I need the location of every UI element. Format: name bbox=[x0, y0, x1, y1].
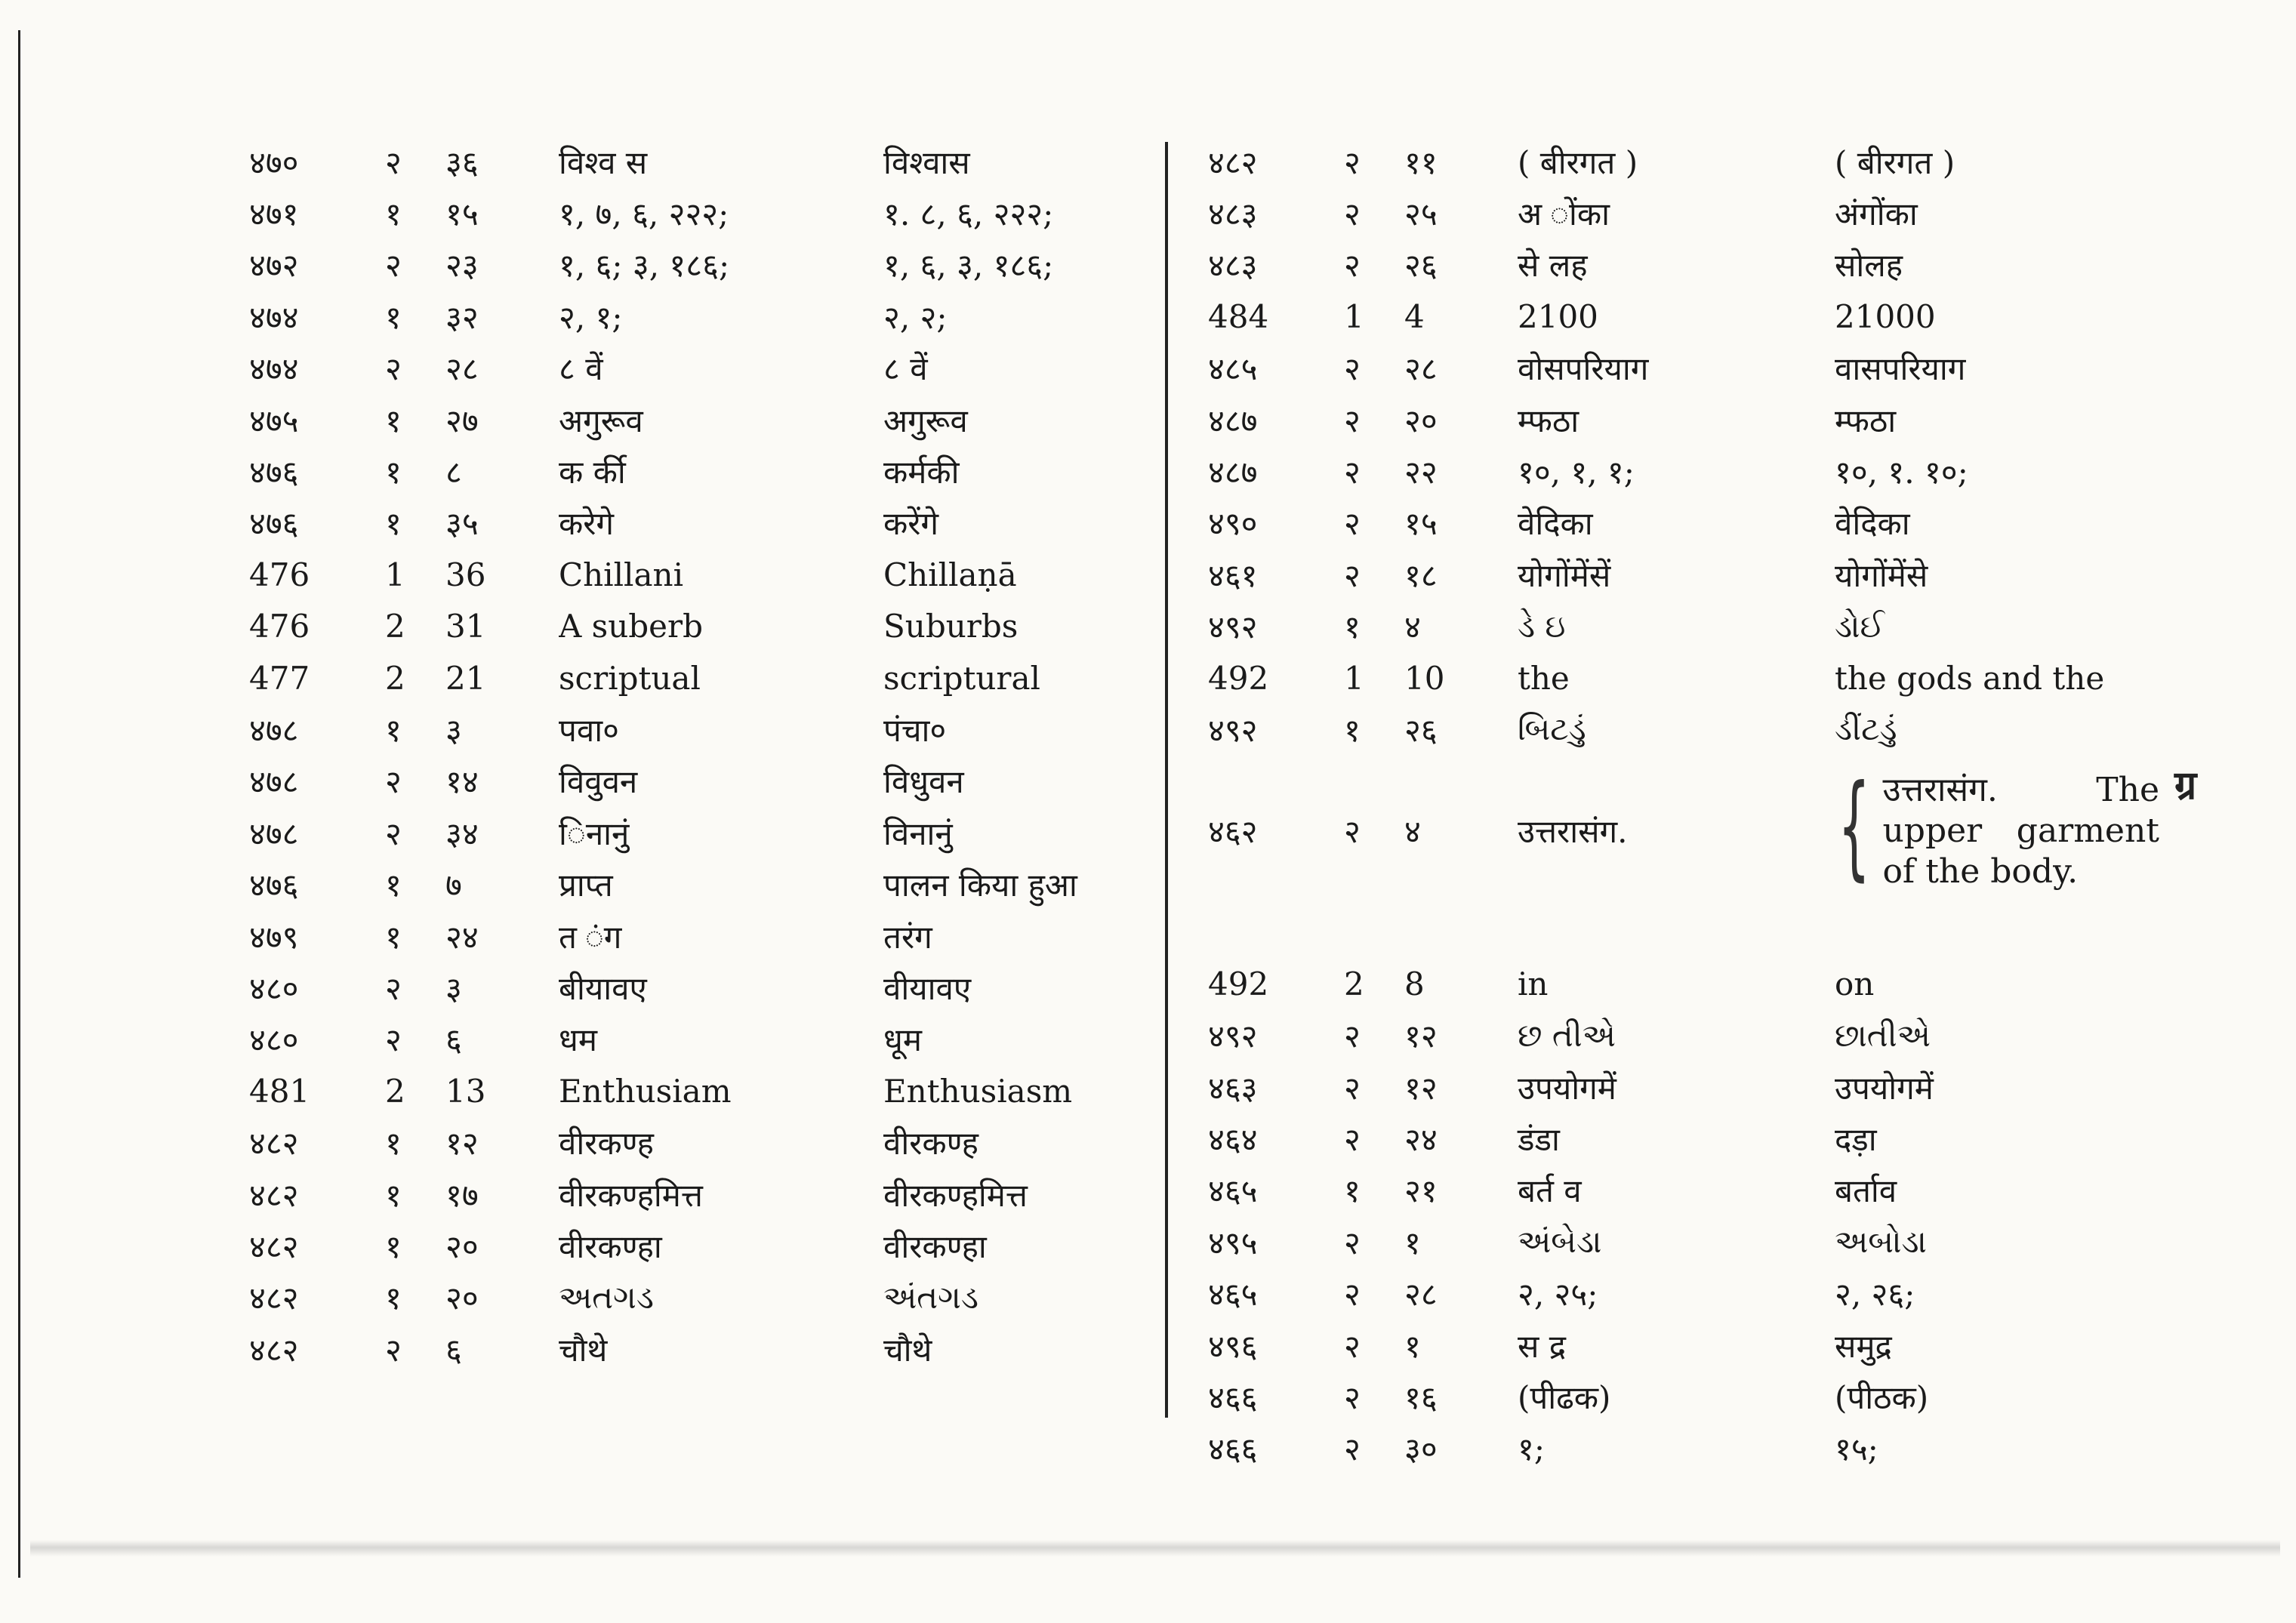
incorrect-text-cell: ડે ઇ bbox=[1518, 607, 1566, 645]
column-number-cell: १ bbox=[1344, 608, 1361, 646]
column-number-cell: २ bbox=[385, 815, 402, 852]
line-number-cell: २० bbox=[1404, 402, 1438, 439]
column-number-cell: २ bbox=[385, 1331, 402, 1369]
correct-text-cell: चौथे bbox=[883, 1331, 932, 1369]
column-number-cell: १ bbox=[385, 454, 402, 491]
note-text: उत्तरासंग. The upper garment of the body. bbox=[1882, 770, 2159, 891]
line-number-cell: १ bbox=[1404, 1224, 1421, 1261]
page-number-cell: ४७६ bbox=[249, 454, 299, 491]
incorrect-text-cell: Chillani bbox=[559, 556, 684, 593]
correct-text-cell: 21000 bbox=[1835, 297, 1936, 335]
incorrect-text-cell: in bbox=[1518, 965, 1549, 1002]
incorrect-text-cell: से लह bbox=[1518, 247, 1588, 285]
page-number-cell: ४९० bbox=[1208, 505, 1258, 543]
incorrect-text-cell: ८ वें bbox=[559, 350, 603, 388]
incorrect-text-cell bbox=[1518, 907, 1835, 958]
page-number-cell: ४७४ bbox=[249, 350, 299, 388]
page-number-cell: ४७१ bbox=[249, 196, 299, 233]
page-number-cell: ४६६ bbox=[1208, 1431, 1258, 1468]
errata-row bbox=[249, 291, 1155, 342]
page-number-cell: ४८३ bbox=[1208, 247, 1258, 285]
line-number-cell: 13 bbox=[445, 1072, 486, 1110]
column-number-cell: २ bbox=[1344, 1018, 1361, 1055]
correct-text-cell: scriptural bbox=[883, 659, 1040, 697]
incorrect-text-cell: अगुरूव bbox=[559, 402, 643, 439]
line-number-cell: २० bbox=[445, 1280, 479, 1317]
correct-text-cell: म्फठा bbox=[1835, 402, 1897, 439]
incorrect-text-cell: છ તીએ bbox=[1518, 1016, 1616, 1054]
incorrect-text-cell: અંબેડા bbox=[1518, 1223, 1602, 1261]
errata-row bbox=[1208, 652, 2159, 704]
line-number-cell: 8 bbox=[1404, 965, 1425, 1002]
incorrect-text-cell: Enthusiam bbox=[559, 1072, 732, 1110]
column-divider bbox=[1165, 142, 1168, 1418]
column-number-cell: २ bbox=[1344, 1276, 1361, 1313]
column-number-cell: २ bbox=[385, 1021, 402, 1059]
errata-row bbox=[1208, 187, 2159, 239]
correct-text-cell: करेंगे bbox=[883, 505, 939, 543]
column-number-cell: २ bbox=[385, 350, 402, 388]
line-number-cell: २४ bbox=[445, 918, 479, 956]
errata-row bbox=[249, 239, 1155, 291]
column-number-cell: १ bbox=[385, 918, 402, 956]
errata-row bbox=[1208, 1371, 2159, 1422]
column-number-cell: २ bbox=[1344, 1327, 1361, 1365]
incorrect-text-cell: A suberb bbox=[559, 608, 703, 645]
column-number-cell: २ bbox=[1344, 247, 1361, 285]
line-number-cell: ३६ bbox=[445, 143, 479, 181]
correct-text-cell: અંતગડ bbox=[883, 1278, 978, 1316]
line-number-cell: २७ bbox=[445, 402, 479, 439]
line-number-cell: ८ bbox=[445, 454, 462, 491]
correct-text-cell: वीरकण्ह bbox=[883, 1125, 978, 1163]
page-number-cell: ४८२ bbox=[249, 1331, 299, 1369]
correct-text-cell: છાતીએ bbox=[1835, 1016, 1931, 1054]
page-number-cell: ४८३ bbox=[1208, 196, 1258, 233]
errata-row bbox=[249, 445, 1155, 497]
incorrect-text-cell: उपयोगमें bbox=[1518, 1069, 1616, 1107]
line-number-cell: १२ bbox=[1404, 1069, 1438, 1107]
correct-text-cell: वासपरियाग bbox=[1835, 350, 1966, 388]
page-number-cell: 481 bbox=[249, 1072, 310, 1110]
page-number-cell: ४६२ bbox=[1208, 813, 1258, 851]
correct-text-cell: १०, १. १०; bbox=[1835, 454, 1968, 491]
correct-text-cell: the gods and the bbox=[1835, 659, 2105, 697]
correct-text-cell: अगुरूव bbox=[883, 402, 968, 439]
page-number-cell: 476 bbox=[249, 608, 310, 645]
line-number-cell bbox=[1404, 907, 1518, 958]
page-number-cell: ४६४ bbox=[1208, 1120, 1258, 1158]
page-number-cell: ४८७ bbox=[1208, 402, 1258, 439]
page-number-cell: ४७० bbox=[249, 143, 299, 181]
line-number-cell: २१ bbox=[1404, 1172, 1438, 1210]
incorrect-text-cell: वोसपरियाग bbox=[1518, 350, 1649, 388]
correct-text-cell: तरंग bbox=[883, 918, 932, 956]
errata-row bbox=[1208, 239, 2159, 291]
line-number-cell: ३५ bbox=[445, 505, 479, 543]
correct-text-cell: विनानुं bbox=[883, 815, 953, 852]
errata-row bbox=[249, 1014, 1155, 1065]
column-number-cell: 1 bbox=[385, 556, 405, 593]
errata-row bbox=[1208, 1061, 2159, 1113]
correct-text-cell: विश्वास bbox=[883, 143, 970, 181]
column-number-cell: २ bbox=[385, 143, 402, 181]
line-number-cell: ६ bbox=[445, 1021, 462, 1059]
incorrect-text-cell: scriptual bbox=[559, 659, 701, 697]
correct-text-cell: धूम bbox=[883, 1021, 922, 1059]
page-number-cell: ४७८ bbox=[249, 815, 299, 852]
incorrect-text-cell: ( बीरगत ) bbox=[1518, 143, 1638, 181]
incorrect-text-cell: 2100 bbox=[1518, 297, 1598, 335]
incorrect-text-cell: क र्की bbox=[559, 454, 626, 491]
page-number-cell: ४८७ bbox=[1208, 454, 1258, 491]
correct-text-cell: उपयोगमें bbox=[1835, 1069, 1934, 1107]
incorrect-text-cell: योगोंमेंसें bbox=[1518, 556, 1611, 594]
line-number-cell: २८ bbox=[445, 350, 479, 388]
column-number-cell: १ bbox=[385, 402, 402, 439]
errata-row bbox=[1208, 1165, 2159, 1216]
line-number-cell: २६ bbox=[1404, 247, 1438, 285]
page-number-cell: ४८० bbox=[249, 969, 299, 1007]
correct-text-cell: पालन किया हुआ bbox=[883, 867, 1077, 904]
line-number-cell: २८ bbox=[1404, 350, 1438, 388]
correct-text-cell: on bbox=[1835, 965, 1875, 1002]
correct-text-cell: दड़ा bbox=[1835, 1120, 1877, 1158]
page-number-cell: ४७४ bbox=[249, 298, 299, 336]
line-number-cell: ३२ bbox=[445, 298, 479, 336]
errata-row bbox=[249, 187, 1155, 239]
page-number-cell: 476 bbox=[249, 556, 310, 593]
line-number-cell: ११ bbox=[1404, 143, 1438, 181]
column-number-cell: 2 bbox=[385, 659, 405, 697]
line-number-cell: ४ bbox=[1404, 813, 1421, 851]
page-number-cell: ४८० bbox=[249, 1021, 299, 1059]
page-number-cell: ४८२ bbox=[1208, 143, 1258, 181]
page-number-cell: ४९६ bbox=[1208, 1327, 1258, 1365]
line-number-cell: १५ bbox=[1404, 505, 1438, 543]
column-number-cell: २ bbox=[1344, 556, 1361, 594]
errata-row bbox=[1208, 1267, 2159, 1319]
errata-row bbox=[1208, 445, 2159, 497]
page-number-cell: 492 bbox=[1208, 659, 1269, 697]
errata-row bbox=[249, 549, 1155, 600]
column-number-cell: १ bbox=[385, 711, 402, 749]
page-number-cell: ४८२ bbox=[249, 1280, 299, 1317]
column-number-cell: २ bbox=[1344, 1431, 1361, 1468]
correct-text-cell: वीयावए bbox=[883, 969, 972, 1007]
incorrect-text-cell: उत्तरासंग. bbox=[1518, 813, 1628, 851]
column-number-cell: १ bbox=[385, 1176, 402, 1214]
errata-table-left bbox=[249, 136, 1155, 1375]
column-number-cell: २ bbox=[1344, 1224, 1361, 1261]
column-number-cell: १ bbox=[385, 298, 402, 336]
page-number-cell: ४९२ bbox=[1208, 711, 1258, 749]
line-number-cell: १४ bbox=[445, 763, 479, 801]
errata-row bbox=[249, 910, 1155, 962]
correct-text-cell: Enthusiasm bbox=[883, 1072, 1073, 1110]
correct-text-cell: १, ६, ३, १८६; bbox=[883, 247, 1054, 285]
column-number-cell: २ bbox=[1344, 505, 1361, 543]
incorrect-text-cell: धम bbox=[559, 1021, 597, 1059]
correct-text-cell: १. ८, ६, २२२; bbox=[883, 196, 1054, 233]
correct-text-cell: (पीठक) bbox=[1835, 1378, 1929, 1416]
line-number-cell: १८ bbox=[1404, 556, 1438, 594]
correct-text-cell: २, २६; bbox=[1835, 1276, 1915, 1313]
line-number-cell: ७ bbox=[445, 867, 462, 904]
column-number-cell: २ bbox=[1344, 454, 1361, 491]
line-number-cell: ६ bbox=[445, 1331, 462, 1369]
page-number-cell: ४९२ bbox=[1208, 1018, 1258, 1055]
page-number-cell: ४७८ bbox=[249, 763, 299, 801]
incorrect-text-cell: वीरकण्हा bbox=[559, 1227, 662, 1265]
errata-row bbox=[249, 394, 1155, 445]
errata-row bbox=[1208, 1320, 2159, 1371]
correct-text-cell: वीरकण्हा bbox=[883, 1227, 987, 1265]
line-number-cell: ४ bbox=[1404, 608, 1421, 646]
column-number-cell: २ bbox=[1344, 350, 1361, 388]
correct-text-cell: अंगोंका bbox=[1835, 196, 1918, 233]
incorrect-text-cell: स द्र bbox=[1518, 1327, 1567, 1365]
errata-row bbox=[249, 704, 1155, 755]
line-number-cell: १५ bbox=[445, 196, 479, 233]
page-number-cell: ४७९ bbox=[249, 918, 299, 956]
page-number-cell: ४९२ bbox=[1208, 608, 1258, 646]
correct-text-cell: ८ वें bbox=[883, 350, 928, 388]
column-number-cell: २ bbox=[1344, 1069, 1361, 1107]
line-number-cell: २८ bbox=[1404, 1276, 1438, 1313]
incorrect-text-cell: म्फठा bbox=[1518, 402, 1579, 439]
line-number-cell: 4 bbox=[1404, 297, 1425, 335]
errata-row bbox=[1208, 136, 2159, 187]
column-number-cell bbox=[1344, 907, 1404, 958]
correct-text-cell: विधुवन bbox=[883, 763, 964, 801]
errata-row bbox=[249, 1169, 1155, 1220]
margin-mark: ग्र bbox=[2174, 762, 2197, 808]
page-number-cell: ४६५ bbox=[1208, 1276, 1258, 1313]
errata-row bbox=[249, 652, 1155, 704]
correct-text-cell: ( बीरगत ) bbox=[1835, 143, 1955, 181]
errata-row bbox=[1208, 907, 2159, 958]
incorrect-text-cell: वेदिका bbox=[1518, 505, 1593, 543]
errata-row bbox=[1208, 343, 2159, 394]
incorrect-text-cell: प्राप्त bbox=[559, 867, 613, 904]
incorrect-text-cell: अ ोंका bbox=[1518, 196, 1610, 233]
line-number-cell: ३४ bbox=[445, 815, 479, 852]
page-number-cell: ४८५ bbox=[1208, 350, 1258, 388]
incorrect-text-cell: બિટડું bbox=[1518, 710, 1586, 748]
errata-row bbox=[1208, 549, 2159, 600]
errata-row bbox=[1208, 958, 2159, 1009]
line-number-cell: ३ bbox=[445, 711, 462, 749]
errata-row bbox=[1208, 1216, 2159, 1267]
incorrect-text-cell: त ंग bbox=[559, 918, 622, 956]
brace-icon: { bbox=[1838, 760, 1871, 892]
column-number-cell: १ bbox=[385, 867, 402, 904]
column-number-cell: १ bbox=[385, 196, 402, 233]
correct-text-cell: समुद्र bbox=[1835, 1327, 1892, 1365]
page-number-cell: ४७५ bbox=[249, 402, 299, 439]
column-number-cell: २ bbox=[1344, 143, 1361, 181]
column-number-cell: २ bbox=[385, 969, 402, 1007]
errata-row bbox=[249, 807, 1155, 858]
correct-text-cell: Suburbs bbox=[883, 608, 1019, 645]
line-number-cell: १२ bbox=[1404, 1018, 1438, 1055]
page-number-cell: ४९५ bbox=[1208, 1224, 1258, 1261]
column-number-cell: २ bbox=[385, 763, 402, 801]
column-number-cell: २ bbox=[1344, 1378, 1361, 1416]
page-number-cell bbox=[1208, 907, 1344, 958]
incorrect-text-cell: २, १; bbox=[559, 298, 623, 336]
errata-table-right-body bbox=[1208, 136, 2159, 1474]
line-number-cell: १ bbox=[1404, 1327, 1421, 1365]
line-number-cell: २५ bbox=[1404, 196, 1438, 233]
page-edge-line bbox=[18, 30, 20, 1578]
correct-text-cell bbox=[1835, 907, 2159, 958]
errata-row bbox=[249, 858, 1155, 910]
correct-text-cell: योगोंमेंसे bbox=[1835, 556, 1928, 594]
errata-row bbox=[249, 1116, 1155, 1168]
incorrect-text-cell: १, ६; ३, १८६; bbox=[559, 247, 730, 285]
incorrect-text-cell: बर्त व bbox=[1518, 1172, 1582, 1210]
column-number-cell: 2 bbox=[1344, 965, 1364, 1002]
page-number-cell: ४८२ bbox=[249, 1176, 299, 1214]
errata-row bbox=[1208, 394, 2159, 445]
column-number-cell: १ bbox=[385, 505, 402, 543]
incorrect-text-cell: करेगे bbox=[559, 505, 615, 543]
page-number-cell: ४६१ bbox=[1208, 556, 1258, 594]
correct-text-cell: पंचा० bbox=[883, 711, 947, 749]
line-number-cell: ३ bbox=[445, 969, 462, 1007]
page-number-cell: ४८२ bbox=[249, 1227, 299, 1265]
correct-text-cell: ડીંટડું bbox=[1835, 710, 1897, 748]
line-number-cell: ३० bbox=[1404, 1431, 1438, 1468]
column-number-cell: १ bbox=[1344, 1172, 1361, 1210]
correct-text-cell: वीरकण्हमित्त bbox=[883, 1176, 1028, 1214]
correct-text-cell: ડોઈ bbox=[1835, 607, 1885, 645]
incorrect-text-cell: चौथे bbox=[559, 1331, 608, 1369]
errata-row bbox=[249, 962, 1155, 1013]
errata-row bbox=[249, 136, 1155, 187]
page-number-cell: ४८२ bbox=[249, 1125, 299, 1163]
line-number-cell: २० bbox=[445, 1227, 479, 1265]
line-number-cell: १६ bbox=[1404, 1378, 1438, 1416]
incorrect-text-cell: विवुवन bbox=[559, 763, 638, 801]
page-number-cell: 492 bbox=[1208, 965, 1269, 1002]
incorrect-text-cell: १; bbox=[1518, 1431, 1545, 1468]
errata-row bbox=[1208, 756, 2159, 907]
line-number-cell: 10 bbox=[1404, 659, 1445, 697]
line-number-cell: 21 bbox=[445, 659, 486, 697]
incorrect-text-cell: बीयावए bbox=[559, 969, 647, 1007]
line-number-cell: 36 bbox=[445, 556, 486, 593]
incorrect-text-cell: वीरकण्हमित्त bbox=[559, 1176, 703, 1214]
correct-text-cell bbox=[1835, 756, 2159, 907]
page-number-cell: ४६५ bbox=[1208, 1172, 1258, 1210]
errata-row bbox=[249, 1323, 1155, 1375]
incorrect-text-cell: (पीढक) bbox=[1518, 1378, 1611, 1416]
errata-row bbox=[1208, 1009, 2159, 1061]
errata-row bbox=[249, 756, 1155, 807]
errata-row bbox=[249, 1065, 1155, 1116]
line-number-cell: 31 bbox=[445, 608, 486, 645]
column-number-cell: २ bbox=[1344, 402, 1361, 439]
note-block bbox=[1835, 760, 2159, 892]
correct-text-cell: बर्ताव bbox=[1835, 1172, 1897, 1210]
errata-row bbox=[249, 1220, 1155, 1271]
errata-row bbox=[249, 343, 1155, 394]
incorrect-text-cell: २, २५; bbox=[1518, 1276, 1598, 1313]
column-number-cell: २ bbox=[1344, 1120, 1361, 1158]
page-number-cell: ४७६ bbox=[249, 867, 299, 904]
page-number-cell: ४७६ bbox=[249, 505, 299, 543]
errata-row bbox=[249, 1272, 1155, 1323]
correct-text-cell: सोलह bbox=[1835, 247, 1903, 285]
column-number-cell: १ bbox=[1344, 711, 1361, 749]
line-number-cell: १२ bbox=[445, 1125, 479, 1163]
column-number-cell: १ bbox=[385, 1227, 402, 1265]
page-number-cell: ४७८ bbox=[249, 711, 299, 749]
line-number-cell: २२ bbox=[1404, 454, 1438, 491]
column-number-cell: 2 bbox=[385, 608, 405, 645]
correct-text-cell: २, २; bbox=[883, 298, 948, 336]
incorrect-text-cell: िनानुं bbox=[559, 815, 630, 852]
errata-row bbox=[1208, 497, 2159, 549]
page-number-cell: ४६३ bbox=[1208, 1069, 1258, 1107]
incorrect-text-cell: विश्व स bbox=[559, 143, 648, 181]
page-number-cell: 477 bbox=[249, 659, 310, 697]
incorrect-text-cell: १०, १, १; bbox=[1518, 454, 1635, 491]
line-number-cell: १७ bbox=[445, 1176, 479, 1214]
page-number-cell: 484 bbox=[1208, 297, 1269, 335]
incorrect-text-cell: वीरकण्ह bbox=[559, 1125, 654, 1163]
errata-row bbox=[1208, 601, 2159, 652]
column-number-cell: 1 bbox=[1344, 297, 1364, 335]
errata-row bbox=[249, 497, 1155, 549]
errata-row bbox=[1208, 1113, 2159, 1164]
page-number-cell: ४७२ bbox=[249, 247, 299, 285]
column-number-cell: 1 bbox=[1344, 659, 1364, 697]
incorrect-text-cell: डंडा bbox=[1518, 1120, 1560, 1158]
incorrect-text-cell: १, ७, ६, २२२; bbox=[559, 196, 729, 233]
column-number-cell: १ bbox=[385, 1125, 402, 1163]
column-number-cell: १ bbox=[385, 1280, 402, 1317]
errata-table-right bbox=[1208, 136, 2159, 1474]
correct-text-cell: અબોડા bbox=[1835, 1223, 1927, 1261]
incorrect-text-cell: the bbox=[1518, 659, 1570, 697]
page-number-cell: ४६६ bbox=[1208, 1378, 1258, 1416]
scan-shadow bbox=[30, 1540, 2280, 1557]
incorrect-text-cell: અતગડ bbox=[559, 1278, 654, 1316]
correct-text-cell: कर्मकी bbox=[883, 454, 960, 491]
correct-text-cell: १५; bbox=[1835, 1431, 1878, 1468]
errata-row bbox=[1208, 291, 2159, 342]
column-number-cell: २ bbox=[1344, 813, 1361, 851]
column-number-cell: २ bbox=[385, 247, 402, 285]
column-number-cell: २ bbox=[1344, 196, 1361, 233]
incorrect-text-cell: पवा० bbox=[559, 711, 619, 749]
errata-table-left-body bbox=[249, 136, 1155, 1375]
correct-text-cell: Chillaṇā bbox=[883, 556, 1017, 593]
errata-row bbox=[1208, 1423, 2159, 1474]
column-number-cell: 2 bbox=[385, 1072, 405, 1110]
correct-text-cell: वेदिका bbox=[1835, 505, 1910, 543]
errata-row bbox=[249, 601, 1155, 652]
errata-row bbox=[1208, 704, 2159, 755]
line-number-cell: २३ bbox=[445, 247, 479, 285]
line-number-cell: २६ bbox=[1404, 711, 1438, 749]
line-number-cell: २४ bbox=[1404, 1120, 1438, 1158]
